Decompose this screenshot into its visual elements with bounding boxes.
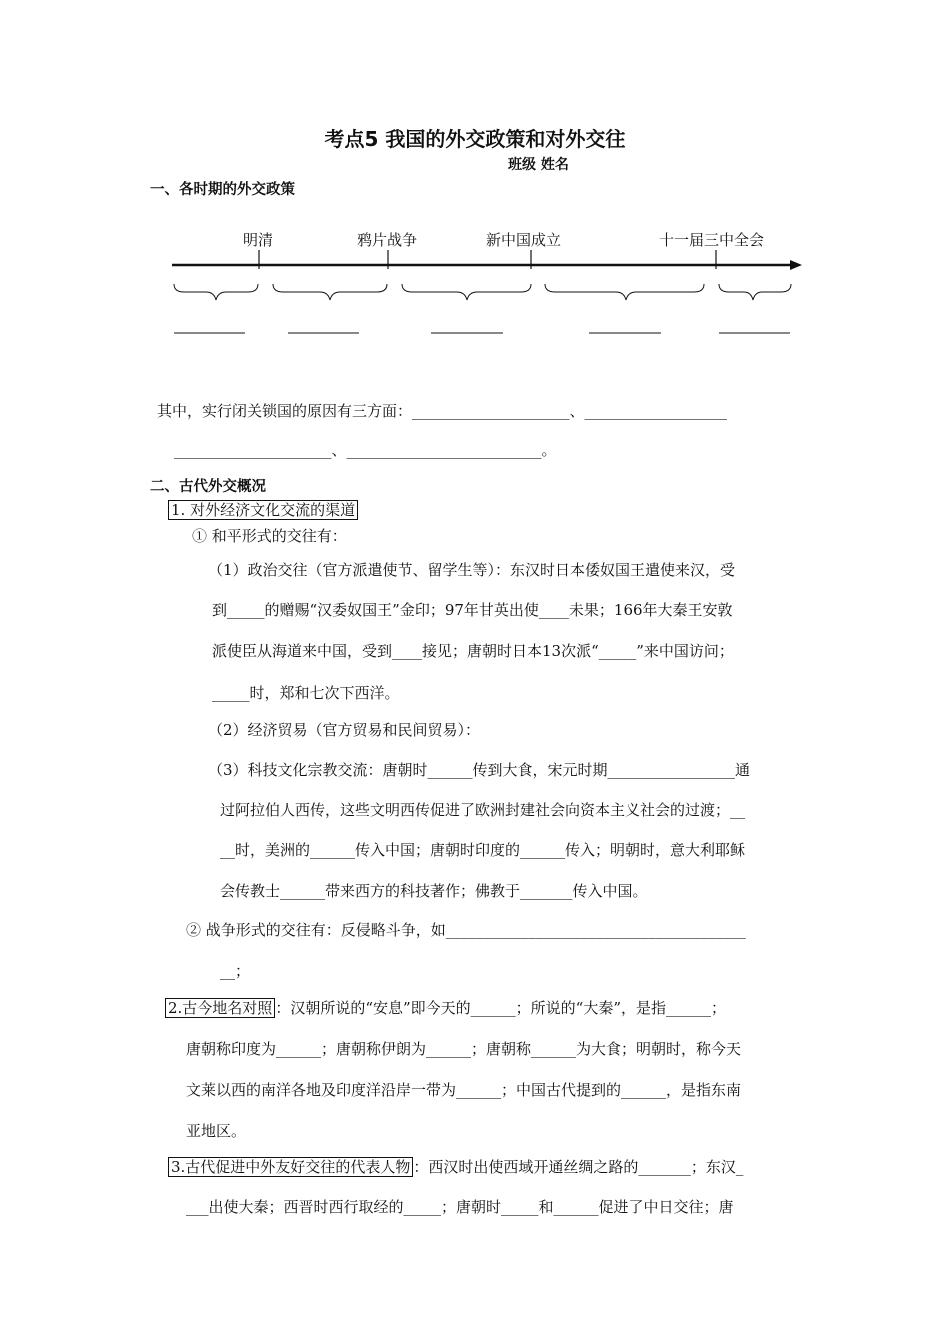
closed-door-reasons-line1: 其中，实行闭关锁国的原因有三方面：_____________________、___________________ bbox=[157, 402, 728, 420]
timeline-label-third-plenum: 十一届三中全会 bbox=[659, 231, 765, 249]
timeline-label-mingqing: 明清 bbox=[243, 231, 274, 249]
figures-line2: ___出使大秦；西晋时西行取经的_____；唐朝时_____和______促进了中日交往；唐 bbox=[186, 1198, 734, 1216]
war-exchange-line2: __； bbox=[220, 962, 251, 980]
place-names-line1: ：汉朝所说的“安息”即今天的______；所说的“大秦”，是指______； bbox=[275, 999, 726, 1017]
economic-trade-line: （2）经济贸易（官方贸易和民间贸易）： bbox=[208, 721, 481, 739]
item2-title: 2.古今地名对照 bbox=[165, 998, 275, 1018]
timeline-label-new-china: 新中国成立 bbox=[486, 231, 562, 249]
figures-line1: ：西汉时出使西域开通丝绸之路的_______；东汉_ bbox=[413, 1158, 744, 1176]
place-names-line2: 唐朝称印度为______；唐朝称伊朗为______；唐朝称______为大食；明朝时，称今天 bbox=[186, 1040, 742, 1058]
culture-exchange-line4: 会传教士______带来西方的科技著作；佛教于_______传入中国。 bbox=[220, 882, 648, 900]
political-exchange-line2: 到_____的赠赐“汉委奴国王”金印；97年甘英出使____未果；166年大秦王安敦 bbox=[212, 601, 733, 619]
period-brace bbox=[273, 284, 387, 300]
item3-title: 3.古代促进中外友好交往的代表人物 bbox=[168, 1157, 413, 1177]
political-exchange-line4: _____时，郑和七次下西洋。 bbox=[212, 684, 400, 702]
political-exchange-line3: 派使臣从海道来中国，受到____接见；唐朝时日本13次派“_____”来中国访问； bbox=[212, 642, 734, 660]
period-brace bbox=[402, 284, 531, 300]
period-brace bbox=[174, 284, 258, 300]
item1-title: 1. 对外经济文化交流的渠道 bbox=[168, 500, 358, 520]
political-exchange-line1: （1）政治交往（官方派遣使节、留学生等）：东汉时日本倭奴国王遣使来汉，受 bbox=[208, 561, 736, 579]
section1-heading: 一、各时期的外交政策 bbox=[150, 182, 295, 198]
page-title: 考点5 我国的外交政策和对外交往 bbox=[324, 127, 626, 151]
timeline-arrow bbox=[790, 260, 802, 270]
timeline-diagram bbox=[0, 220, 950, 350]
closed-door-reasons-line2: _____________________、__________________________。 bbox=[174, 441, 557, 459]
place-names-line3: 文莱以西的南洋各地及印度洋沿岸一带为______；中国古代提到的______，是指东南 bbox=[186, 1081, 742, 1099]
culture-exchange-line1: （3）科技文化宗教交流：唐朝时______传到大食，宋元时期_________________通 bbox=[208, 761, 751, 779]
place-names-line4: 亚地区。 bbox=[186, 1122, 247, 1140]
culture-exchange-line3: __时，美洲的______传入中国；唐朝时印度的______传入；明朝时，意大利耶稣 bbox=[220, 841, 746, 859]
section2-heading: 二、古代外交概况 bbox=[150, 479, 266, 495]
period-brace bbox=[545, 284, 704, 300]
timeline-label-opium-war: 鸦片战争 bbox=[357, 231, 418, 249]
war-exchange-line1: ② 战争形式的交往有：反侵略斗争，如________________________________________ bbox=[186, 921, 746, 939]
culture-exchange-line2: 过阿拉伯人西传，这些文明西传促进了欧洲封建社会向资本主义社会的过渡；__ bbox=[220, 801, 746, 819]
period-brace bbox=[719, 284, 791, 300]
class-name-label: 班级 姓名 bbox=[508, 157, 569, 173]
peaceful-exchange-label: ① 和平形式的交往有： bbox=[192, 527, 347, 545]
